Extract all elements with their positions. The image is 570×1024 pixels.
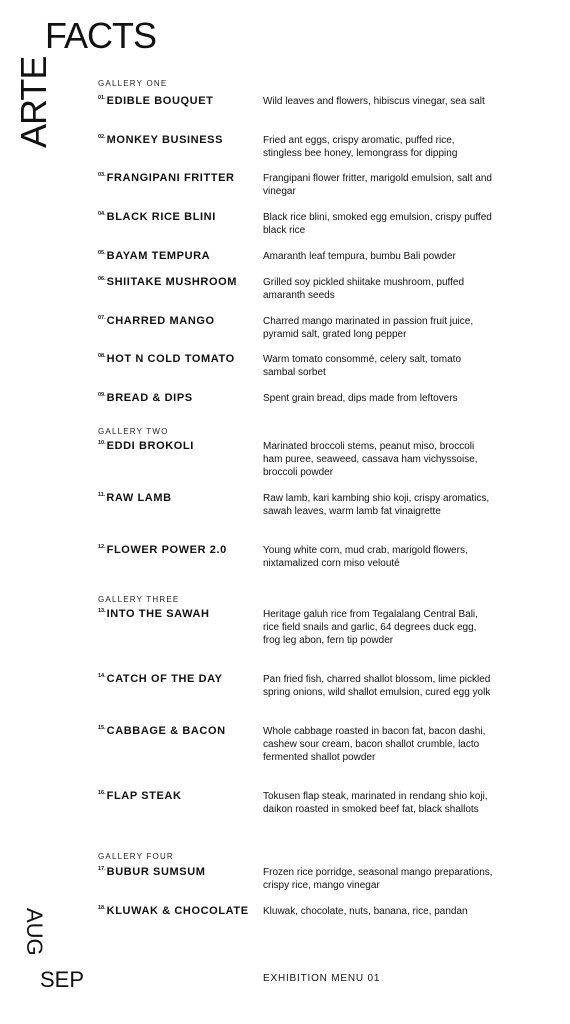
dish-name [98,440,258,453]
dish-name [98,276,258,289]
dish-number: 09. [98,392,106,399]
dish-description: Whole cabbage roasted in bacon fat, bacon dashi, cashew sour cream, bacon shallot crumble, lacto fermented shallot powder [263,726,486,763]
dish-title: KLUWAK & CHOCOLATE [106,905,249,917]
dish-name [98,725,258,738]
dish-number: 10. [98,440,106,447]
dish-number: 17. [98,866,106,873]
footer-text: EXHIBITION MENU 01 [263,973,381,984]
dish-title: MONKEY BUSINESS [106,134,224,146]
dish-name [98,673,258,686]
dish-description: Grilled soy pickled shiitake mushroom, puffed amaranth seeds [263,277,465,301]
dish-number: 18. [98,905,106,912]
dish-number: 11. [98,492,106,499]
dish-title: FLAP STEAK [106,790,182,802]
dish-title: BUBUR SUMSUM [106,866,206,878]
dish-title: EDDI BROKOLI [106,440,194,452]
dish-number: 02. [98,134,106,141]
dish-description: Pan fried fish, charred shallot blossom, lime pickled spring onions, wild shallot emulsion, cured egg yolk [263,674,491,698]
dish-number: 14. [98,673,106,680]
dish-number: 05. [98,250,106,257]
dish-number: 04. [98,211,106,218]
dish-name [98,544,258,557]
dish-title: EDIBLE BOUQUET [106,95,214,107]
dish-name [98,392,258,405]
dish-description: Tokusen flap steak, marinated in rendang shio koji, daikon roasted in smoked beef fat, black shallots [263,791,488,815]
brand-aug: AUG [22,908,47,956]
brand-sep: SEP [40,967,85,992]
gallery-three-label: GALLERY THREE [98,595,180,604]
dish-title: BLACK RICE BLINI [106,211,216,223]
dish-title: HOT N COLD TOMATO [106,353,235,365]
dish-description: Black rice blini, smoked egg emulsion, crispy puffed black rice [263,212,492,236]
brand-arte: ARTE [13,56,54,148]
dish-title: BAYAM TEMPURA [106,250,211,262]
dish-title: BREAD & DIPS [106,392,193,404]
gallery-four-label: GALLERY FOUR [98,852,174,861]
dish-description: Amaranth leaf tempura, bumbu Bali powder [263,251,456,262]
dish-number: 06. [98,276,106,283]
dish-description: Warm tomato consommé, celery salt, tomato sambal sorbet [263,354,462,378]
dish-name [98,172,258,185]
dish-title: SHIITAKE MUSHROOM [106,276,238,288]
dish-name [98,790,258,803]
dish-description: Charred mango marinated in passion fruit juice, pyramid salt, grated long pepper [263,316,474,340]
dish-name [98,95,258,108]
dish-name [98,866,258,879]
dish-description: Fried ant eggs, crispy aromatic, puffed rice, stingless bee honey, lemongrass for dipping [263,135,458,159]
dish-title: RAW LAMB [106,492,172,504]
dish-title: CABBAGE & BACON [106,725,226,737]
dish-number: 07. [98,315,106,322]
dish-description: Spent grain bread, dips made from leftovers [263,393,458,404]
dish-title: FRANGIPANI FRITTER [106,172,235,184]
dish-name [98,492,258,505]
dish-name [98,315,258,328]
dish-name [98,134,258,147]
dish-number: 13. [98,608,106,615]
dish-description: Marinated broccoli stems, peanut miso, broccoli ham puree, seaweed, cassava ham vichyssoise, broccoli powder [263,441,478,478]
dish-description: Frangipani flower fritter, marigold emulsion, salt and vinegar [263,173,492,197]
dish-number: 01. [98,95,106,102]
dish-name [98,211,258,224]
dish-title: INTO THE SAWAH [106,608,210,620]
dish-name [98,905,258,918]
gallery-two-label: GALLERY TWO [98,427,169,436]
dish-number: 15. [98,725,106,732]
brand-facts: FACTS [45,15,157,56]
dish-description: Raw lamb, kari kambing shio koji, crispy aromatics, sawah leaves, warm lamb fat vinaigrette [263,493,490,517]
dish-name [98,353,258,366]
dish-name [98,608,258,621]
dish-title: CHARRED MANGO [106,315,215,327]
dish-name [98,250,258,263]
dish-title: CATCH OF THE DAY [106,673,223,685]
dish-description: Wild leaves and flowers, hibiscus vinegar, sea salt [263,96,485,107]
dish-number: 12. [98,544,106,551]
dish-number: 03. [98,172,106,179]
dish-description: Young white corn, mud crab, marigold flowers, nixtamalized corn miso velouté [263,545,468,569]
dish-number: 08. [98,353,106,360]
gallery-one-label: GALLERY ONE [98,79,168,88]
dish-description: Heritage galuh rice from Tegalalang Central Bali, rice field snails and garlic, 64 degrees duck egg, frog leg abon, fern tip powder [263,609,478,646]
dish-description: Frozen rice porridge, seasonal mango preparations, crispy rice, mango vinegar [263,867,493,891]
dish-number: 16. [98,790,106,797]
dish-title: FLOWER POWER 2.0 [106,544,227,556]
dish-description: Kluwak, chocolate, nuts, banana, rice, pandan [263,906,468,917]
